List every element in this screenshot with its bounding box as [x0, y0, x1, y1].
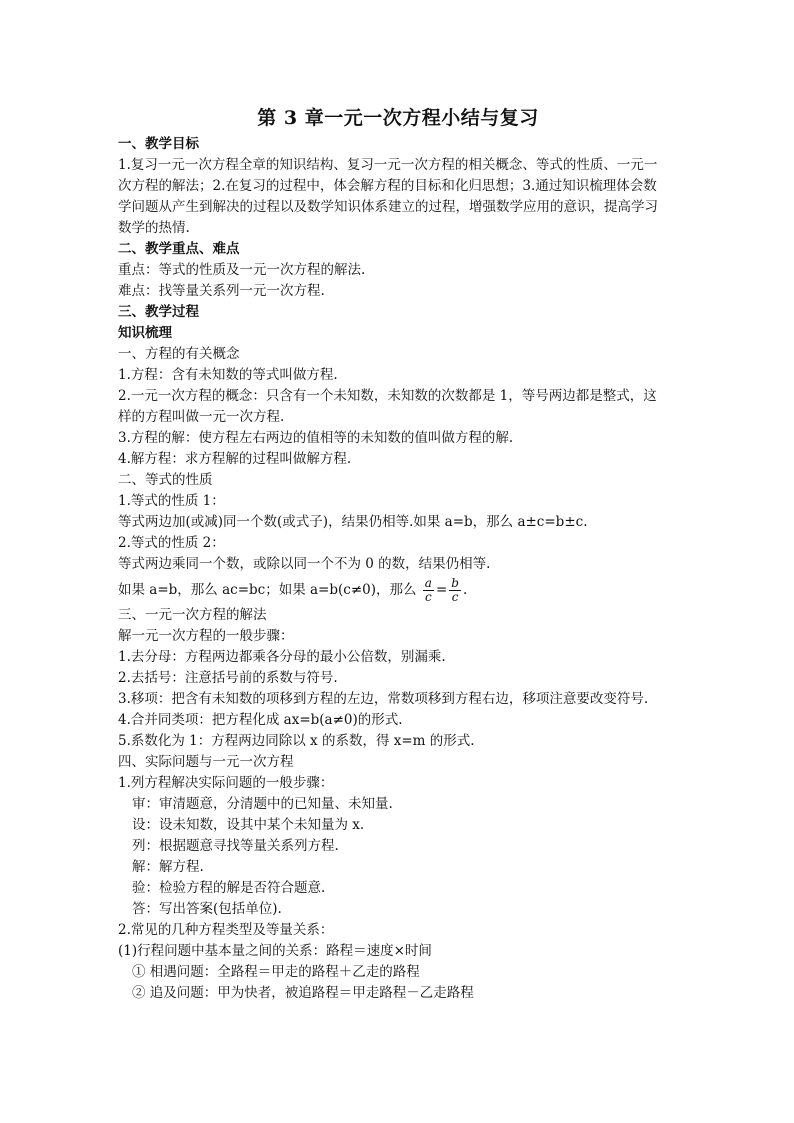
paragraph-line: 次方程的解法；2.在复习的过程中，体会解方程的目标和化归思想；3.通过知识梳理体会数: [118, 178, 657, 194]
paragraph-line: (1)行程问题中基本量之间的关系：路程＝速度×时间: [118, 943, 432, 959]
document-page: [118, 104, 678, 1004]
fraction-numerator: b: [451, 576, 459, 590]
formula-prefix: 如果 a=b，那么 ac=bc；如果 a=b(c≠0)，那么: [118, 582, 417, 598]
fraction-numerator: a: [424, 576, 432, 590]
fraction-a-over-c: [423, 577, 434, 604]
paragraph-line: 等式两边乘同一个数，或除以同一个不为 0 的数，结果仍相等.: [118, 556, 491, 572]
paragraph-line: 解一元一次方程的一般步骤：: [118, 628, 294, 644]
formula-suffix: .: [462, 582, 468, 598]
section-heading-key-points: 二、教学重点、难点: [118, 241, 240, 257]
subheading-knowledge: 知识梳理: [118, 325, 172, 341]
list-item: ② 追及问题：甲为快者，被追路程＝甲走路程－乙走路程: [132, 985, 474, 1001]
key-point-line: 重点：等式的性质及一元一次方程的解法.: [118, 262, 366, 278]
part-title: 四、实际问题与一元一次方程: [118, 754, 294, 770]
paragraph-line: 1.方程：含有未知数的等式叫做方程.: [118, 367, 338, 383]
fraction-b-over-c: [449, 577, 461, 604]
part-title: 三、一元一次方程的解法: [118, 607, 267, 623]
paragraph-line: 等式两边加(或减)同一个数(或式子)，结果仍相等.如果 a=b，那么 a±c=b±c.: [118, 514, 588, 530]
part-title: 二、等式的性质: [118, 472, 213, 488]
paragraph-line: 2.常见的几种方程类型及等量关系：: [118, 922, 334, 938]
paragraph-line: 2.去括号：注意括号前的系数与符号.: [118, 670, 338, 686]
document-title: 第 3 章一元一次方程小结与复习: [257, 107, 539, 129]
section-heading-objectives: 一、教学目标: [118, 136, 199, 152]
paragraph-line: 1.等式的性质 1：: [118, 493, 225, 509]
section-heading-process: 三、教学过程: [118, 304, 199, 320]
paragraph-line: 5.系数化为 1：方程两边同除以 x 的系数，得 x=m 的形式.: [118, 733, 475, 749]
paragraph-line: 4.合并同类项：把方程化成 ax=b(a≠0)的形式.: [118, 712, 403, 728]
paragraph-line: 3.移项：把含有未知数的项移到方程的左边，常数项移到方程右边，移项注意要改变符号.: [118, 691, 649, 707]
step-line: 设：设未知数，设其中某个未知量为 x.: [132, 817, 365, 833]
paragraph-line: 样的方程叫做一元一次方程.: [118, 409, 285, 425]
paragraph-line: 学问题从产生到解决的过程以及数学知识体系建立的过程，增强数学应用的意识，提高学习: [118, 199, 658, 215]
paragraph-line: 3.方程的解：使方程左右两边的值相等的未知数的值叫做方程的解.: [118, 430, 514, 446]
list-item: ① 相遇问题：全路程＝甲走的路程＋乙走的路程: [132, 964, 420, 980]
equals-sign: =: [435, 582, 448, 598]
step-line: 列：根据题意寻找等量关系列方程.: [132, 838, 339, 854]
part-title: 一、方程的有关概念: [118, 346, 240, 362]
paragraph-line: 2.一元一次方程的概念：只含有一个未知数，未知数的次数都是 1，等号两边都是整式，这: [118, 388, 657, 404]
step-line: 验：检验方程的解是否符合题意.: [132, 880, 326, 896]
paragraph-line: 1.列方程解决实际问题的一般步骤：: [118, 775, 334, 791]
step-line: 解：解方程.: [132, 859, 204, 875]
paragraph-line: 1.去分母：方程两边都乘各分母的最小公倍数，别漏乘.: [118, 649, 446, 665]
difficult-point-line: 难点：找等量关系列一元一次方程.: [118, 283, 325, 299]
fraction-denominator: c: [451, 590, 459, 604]
fraction-denominator: c: [425, 590, 432, 604]
fraction-formula-line: [118, 575, 678, 605]
step-line: 审：审清题意，分清题中的已知量、未知量.: [132, 796, 393, 812]
step-line: 答：写出答案(包括单位).: [132, 901, 282, 917]
paragraph-line: 4.解方程：求方程解的过程叫做解方程.: [118, 451, 352, 467]
paragraph-line: 数学的热情.: [118, 220, 190, 236]
paragraph-line: 2.等式的性质 2：: [118, 535, 225, 551]
paragraph-line: 1.复习一元一次方程全章的知识结构、复习一元一次方程的相关概念、等式的性质、一元一: [118, 157, 658, 173]
